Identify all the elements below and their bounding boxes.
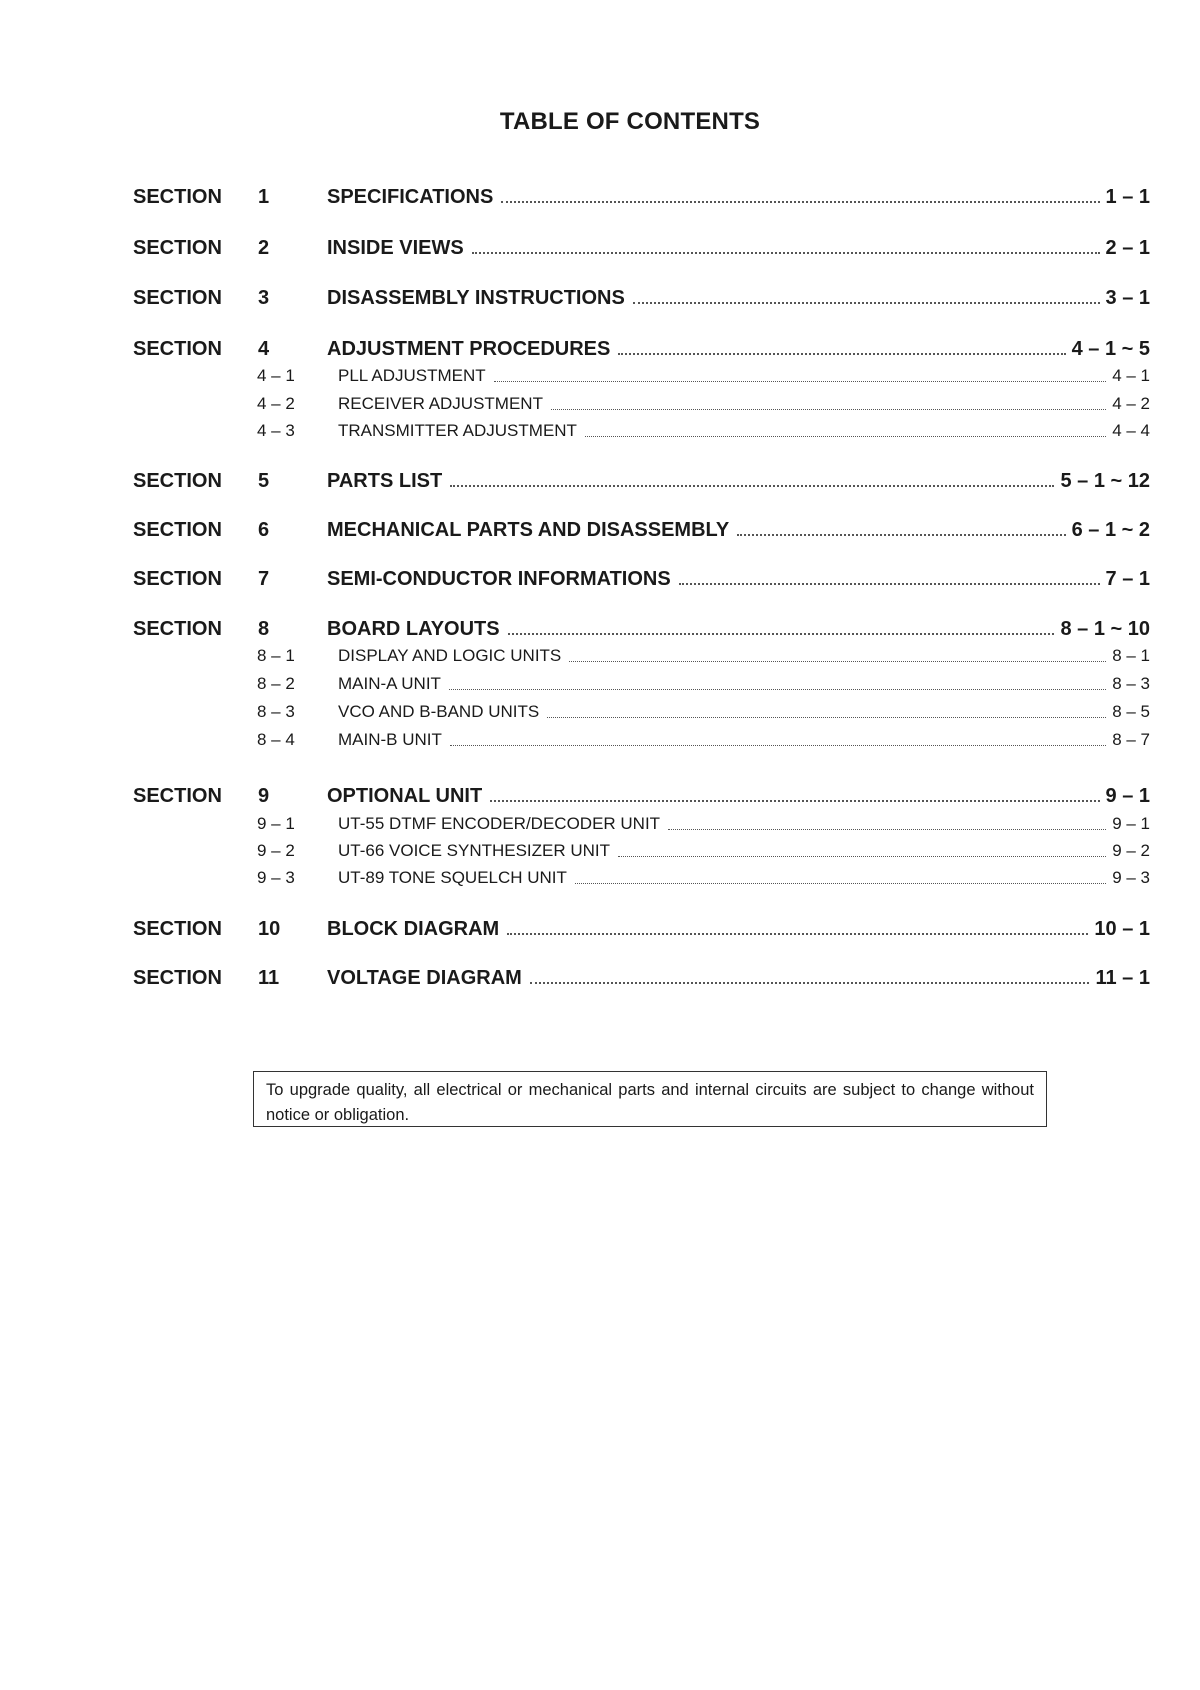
- toc-entry: [0, 917, 1200, 941]
- dot-leader: [530, 981, 1090, 984]
- toc-subentry: [0, 700, 1200, 724]
- toc-leader-line: [327, 518, 1150, 542]
- page-reference: 2 – 1: [1105, 237, 1150, 259]
- section-number: 4: [258, 338, 270, 360]
- dot-leader: [569, 660, 1106, 662]
- dot-leader: [490, 799, 1099, 802]
- page-reference: 5 – 1 ~ 12: [1060, 470, 1150, 492]
- dot-leader: [547, 716, 1106, 718]
- section-number: 4 – 1: [257, 366, 295, 385]
- toc-subentry: [0, 728, 1200, 752]
- page-reference: 4 – 2: [1112, 394, 1150, 413]
- section-title: VOLTAGE DIAGRAM: [327, 967, 522, 989]
- toc-subentry: [0, 392, 1200, 416]
- section-number: 9 – 3: [257, 868, 295, 887]
- page-reference: 8 – 1 ~ 10: [1060, 618, 1150, 640]
- toc-entry: [0, 236, 1200, 260]
- dot-leader: [501, 200, 1099, 203]
- section-label: SECTION: [133, 186, 222, 208]
- toc-subentry: [0, 866, 1200, 890]
- toc-entry: [0, 966, 1200, 990]
- page-reference: 9 – 1: [1105, 785, 1150, 807]
- section-number: 5: [258, 470, 270, 492]
- toc-leader-line: [327, 784, 1150, 808]
- page-reference: 9 – 1: [1112, 814, 1150, 833]
- page-reference: 6 – 1 ~ 2: [1071, 519, 1150, 541]
- dot-leader: [575, 882, 1106, 884]
- section-number: 10: [258, 918, 281, 940]
- section-title: MECHANICAL PARTS AND DISASSEMBLY: [327, 519, 730, 541]
- section-label: SECTION: [133, 519, 222, 541]
- section-label: SECTION: [133, 470, 222, 492]
- section-number: 4 – 3: [257, 421, 295, 440]
- dot-leader: [633, 301, 1100, 304]
- page-reference: 7 – 1: [1105, 568, 1150, 590]
- section-title: UT-89 TONE SQUELCH UNIT: [338, 868, 567, 887]
- section-number: 4 – 2: [257, 394, 295, 413]
- section-label: SECTION: [133, 287, 222, 309]
- section-title: BOARD LAYOUTS: [327, 618, 500, 640]
- section-number: 9 – 2: [257, 841, 295, 860]
- section-number: 3: [258, 287, 270, 309]
- toc-entry: [0, 469, 1200, 493]
- section-label: SECTION: [133, 618, 222, 640]
- section-number: 7: [258, 568, 270, 590]
- section-number: 8 – 4: [257, 730, 295, 749]
- dot-leader: [679, 582, 1100, 585]
- section-title: MAIN-B UNIT: [338, 730, 442, 749]
- section-title: SEMI-CONDUCTOR INFORMATIONS: [327, 568, 671, 590]
- toc-leader-line: [327, 966, 1150, 990]
- section-number: 9: [258, 785, 270, 807]
- toc-leader-line: [338, 364, 1150, 388]
- section-title: PARTS LIST: [327, 470, 443, 492]
- toc-leader-line: [327, 567, 1150, 591]
- page-reference: 10 – 1: [1094, 918, 1150, 940]
- section-title: ADJUSTMENT PROCEDURES: [327, 338, 611, 360]
- dot-leader: [585, 435, 1106, 437]
- page-reference: 8 – 5: [1112, 702, 1150, 721]
- toc-leader-line: [327, 286, 1150, 310]
- toc-entry: [0, 185, 1200, 209]
- section-number: 11: [258, 967, 280, 989]
- section-label: SECTION: [133, 237, 222, 259]
- section-number: 8 – 1: [257, 646, 295, 665]
- toc-leader-line: [338, 419, 1150, 443]
- section-label: SECTION: [133, 568, 222, 590]
- toc-leader-line: [327, 617, 1150, 641]
- section-title: TRANSMITTER ADJUSTMENT: [338, 421, 577, 440]
- page-reference: 4 – 1: [1112, 366, 1150, 385]
- toc-leader-line: [338, 700, 1150, 724]
- toc-leader-line: [338, 728, 1150, 752]
- toc-leader-line: [338, 644, 1150, 668]
- section-label: SECTION: [133, 967, 222, 989]
- section-number: 8 – 2: [257, 674, 295, 693]
- page-reference: 8 – 1: [1112, 646, 1150, 665]
- section-number: 1: [258, 186, 270, 208]
- section-title: VCO AND B-BAND UNITS: [338, 702, 540, 721]
- dot-leader: [507, 932, 1088, 935]
- dot-leader: [508, 632, 1055, 635]
- page-reference: 4 – 1 ~ 5: [1071, 338, 1150, 360]
- dot-leader: [472, 251, 1100, 254]
- dot-leader: [668, 828, 1106, 830]
- notice-box: To upgrade quality, all electrical or mechanical parts and internal circuits are subject to change without notice or obligation.: [253, 1071, 1047, 1127]
- toc-subentry: [0, 812, 1200, 836]
- toc-subentry: [0, 644, 1200, 668]
- toc-entry: [0, 617, 1200, 641]
- section-number: 8 – 3: [257, 702, 295, 721]
- section-number: 2: [258, 237, 270, 259]
- toc-leader-line: [338, 866, 1150, 890]
- dot-leader: [618, 352, 1065, 355]
- toc-entry: [0, 286, 1200, 310]
- toc-leader-line: [338, 672, 1150, 696]
- section-title: BLOCK DIAGRAM: [327, 918, 500, 940]
- toc-leader-line: [327, 469, 1150, 493]
- toc-leader-line: [327, 337, 1150, 361]
- toc-leader-line: [327, 185, 1150, 209]
- toc-entry: [0, 567, 1200, 591]
- section-title: DISPLAY AND LOGIC UNITS: [338, 646, 562, 665]
- section-title: SPECIFICATIONS: [327, 186, 494, 208]
- dot-leader: [494, 380, 1107, 382]
- dot-leader: [551, 408, 1106, 410]
- section-number: 8: [258, 618, 270, 640]
- toc-subentry: [0, 672, 1200, 696]
- toc-leader-line: [327, 917, 1150, 941]
- dot-leader: [449, 688, 1106, 690]
- section-title: RECEIVER ADJUSTMENT: [338, 394, 543, 413]
- page-reference: 1 – 1: [1105, 186, 1150, 208]
- page-reference: 3 – 1: [1105, 287, 1150, 309]
- section-title: UT-66 VOICE SYNTHESIZER UNIT: [338, 841, 611, 860]
- page-reference: 9 – 2: [1112, 841, 1150, 860]
- section-title: UT-55 DTMF ENCODER/DECODER UNIT: [338, 814, 661, 833]
- dot-leader: [737, 533, 1065, 536]
- page-reference: 9 – 3: [1112, 868, 1150, 887]
- toc-leader-line: [338, 839, 1150, 863]
- section-title: OPTIONAL UNIT: [327, 785, 483, 807]
- section-title: PLL ADJUSTMENT: [338, 366, 486, 385]
- section-title: DISASSEMBLY INSTRUCTIONS: [327, 287, 625, 309]
- toc-leader-line: [327, 236, 1150, 260]
- dot-leader: [450, 484, 1054, 487]
- page-title: TABLE OF CONTENTS: [499, 108, 761, 135]
- toc-leader-line: [338, 392, 1150, 416]
- toc-leader-line: [338, 812, 1150, 836]
- section-number: 9 – 1: [257, 814, 295, 833]
- page-reference: 4 – 4: [1112, 421, 1150, 440]
- page-reference: 8 – 7: [1112, 730, 1150, 749]
- section-title: INSIDE VIEWS: [327, 237, 464, 259]
- toc-subentry: [0, 364, 1200, 388]
- section-number: 6: [258, 519, 270, 541]
- toc-entry: [0, 518, 1200, 542]
- page-reference: 11 – 1: [1095, 967, 1150, 989]
- section-label: SECTION: [133, 918, 222, 940]
- toc-subentry: [0, 419, 1200, 443]
- toc-subentry: [0, 839, 1200, 863]
- toc-entry: [0, 337, 1200, 361]
- toc-entry: [0, 784, 1200, 808]
- page-reference: 8 – 3: [1112, 674, 1150, 693]
- section-label: SECTION: [133, 338, 222, 360]
- section-label: SECTION: [133, 785, 222, 807]
- section-title: MAIN-A UNIT: [338, 674, 441, 693]
- dot-leader: [618, 855, 1106, 857]
- dot-leader: [450, 744, 1106, 746]
